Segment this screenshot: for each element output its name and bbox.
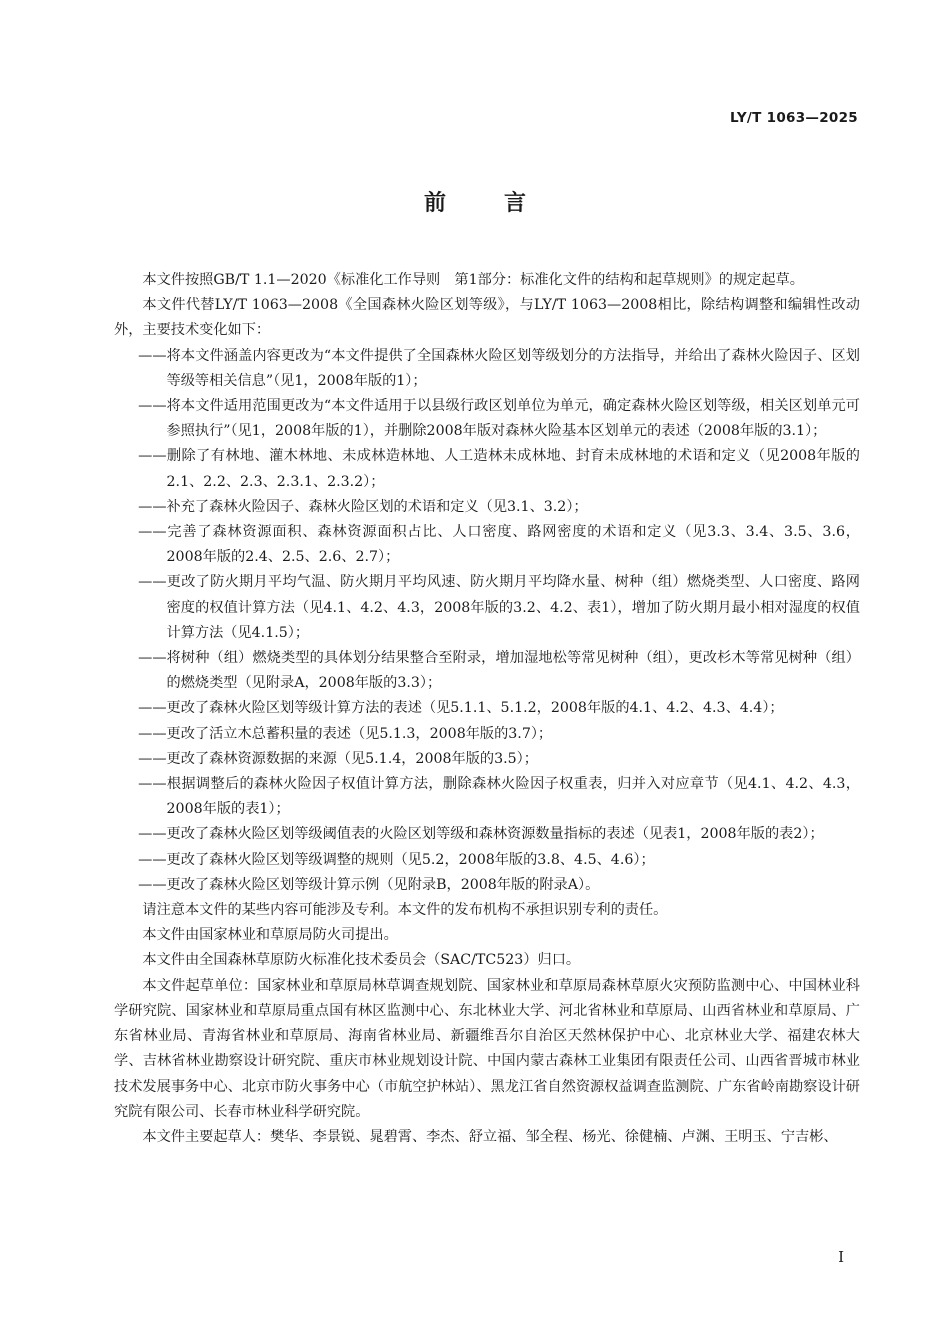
paragraph-replacement: 本文件代替LY/T 1063—2008《全国森林火险区划等级》，与LY/T 1063—2008相比，除结构调整和编辑性改动外，主要技术变化如下： (114, 297, 860, 339)
change-item: ——将本文件涵盖内容更改为“本文件提供了全国森林火险区划等级划分的方法指导，并给出了森林火险因子、区划等级等相关信息”（见1，2008年版的1）； (138, 347, 860, 389)
change-item: ——将树种（组）燃烧类型的具体划分结果整合至附录，增加湿地松等常见树种（组），更改杉木等常见树种（组）的燃烧类型（见附录A，2008年版的3.3）； (138, 650, 860, 692)
paragraph-proposer: 本文件由国家林业和草原局防火司提出。 (142, 927, 398, 944)
change-item: ——更改了森林火险区划等级计算方法的表述（见5.1.1、5.1.2，2008年版的4.1、4.2、4.3、4.4）； (138, 700, 784, 717)
change-item: ——更改了活立木总蓄积量的表述（见5.1.3，2008年版的3.7）； (138, 725, 553, 742)
title-char-2: 言 (504, 191, 527, 216)
title-char-1: 前 (423, 191, 446, 216)
paragraph-drafters: 本文件主要起草人：樊华、李景锐、晁碧霄、李杰、舒立福、邹全程、杨光、徐健楠、卢渊、王明玉、宁吉彬、 (142, 1128, 838, 1145)
page-number: I (838, 1248, 844, 1266)
paragraph-drafting-rule: 本文件按照GB/T 1.1—2020《标准化工作导则 第1部分：标准化文件的结构和起草规则》的规定起草。 (142, 272, 804, 288)
foreword-body (114, 268, 860, 1150)
standard-number: LY/T 1063—2025 (730, 110, 858, 126)
change-item: ——将本文件适用范围更改为“本文件适用于以县级行政区划单位为单元，确定森林火险区划等级，相关区划单元可参照执行”（见1，2008年版的1），并删除2008年版对森林火险基本区划单元的表述（2008年版的3.1）； (138, 398, 860, 440)
change-item: ——根据调整后的森林火险因子权值计算方法，删除森林火险因子权重表，归并入对应章节（见4.1、4.2、4.3，2008年版的表1）； (138, 776, 860, 818)
change-item: ——删除了有林地、灌木林地、未成林造林地、人工造林未成林地、封育未成林地的术语和定义（见2008年版的2.1、2.2、2.3、2.3.1、2.3.2）； (138, 448, 860, 490)
change-item: ——完善了森林资源面积、森林资源面积占比、人口密度、路网密度的术语和定义（见3.3、3.4、3.5、3.6，2008年版的2.4、2.5、2.6、2.7）； (138, 524, 860, 566)
change-item: ——更改了森林火险区划等级调整的规则（见5.2，2008年版的3.8、4.5、4.6）； (138, 851, 655, 868)
paragraph-committee: 本文件由全国森林草原防火标准化技术委员会（SAC/TC523）归口。 (142, 952, 581, 969)
change-item: ——更改了森林火险区划等级计算示例（见附录B，2008年版的附录A）。 (138, 876, 600, 893)
paragraph-patent-notice: 请注意本文件的某些内容可能涉及专利。本文件的发布机构不承担识别专利的责任。 (142, 902, 668, 919)
change-item: ——更改了森林资源数据的来源（见5.1.4，2008年版的3.5）； (138, 750, 538, 767)
page-title (0, 186, 950, 217)
change-item: ——更改了防火期月平均气温、防火期月平均风速、防火期月平均降水量、树种（组）燃烧类型、人口密度、路网密度的权值计算方法（见4.1、4.2、4.3，2008年版的3.2、4.2、表1），增加了防火期月最小相对湿度的权值计算方法（见4.1.5）； (138, 574, 860, 641)
paragraph-drafting-units: 本文件起草单位：国家林业和草原局林草调查规划院、国家林业和草原局森林草原火灾预防监测中心、中国林业科学研究院、国家林业和草原局重点国有林区监测中心、东北林业大学、河北省林业和草原局、山西省林业和草原局、广东省林业局、青海省林业和草原局、海南省林业局、新疆维吾尔自治区天然林保护中心、北京林业大学、福建农林大学、吉林省林业勘察设计研究院、重庆市林业规划设计院、中国内蒙古森林工业集团有限责任公司、山西省晋城市林业技术发展事务中心、北京市防火事务中心（市航空护林站）、黑龙江省自然资源权益调查监测院、广东省岭南勘察设计研究院有限公司、长春市林业科学研究院。 (114, 977, 860, 1120)
change-item: ——更改了森林火险区划等级阈值表的火险区划等级和森林资源数量指标的表述（见表1，2008年版的表2）； (138, 826, 824, 843)
change-item: ——补充了森林火险因子、森林火险区划的术语和定义（见3.1、3.2）； (138, 498, 588, 515)
